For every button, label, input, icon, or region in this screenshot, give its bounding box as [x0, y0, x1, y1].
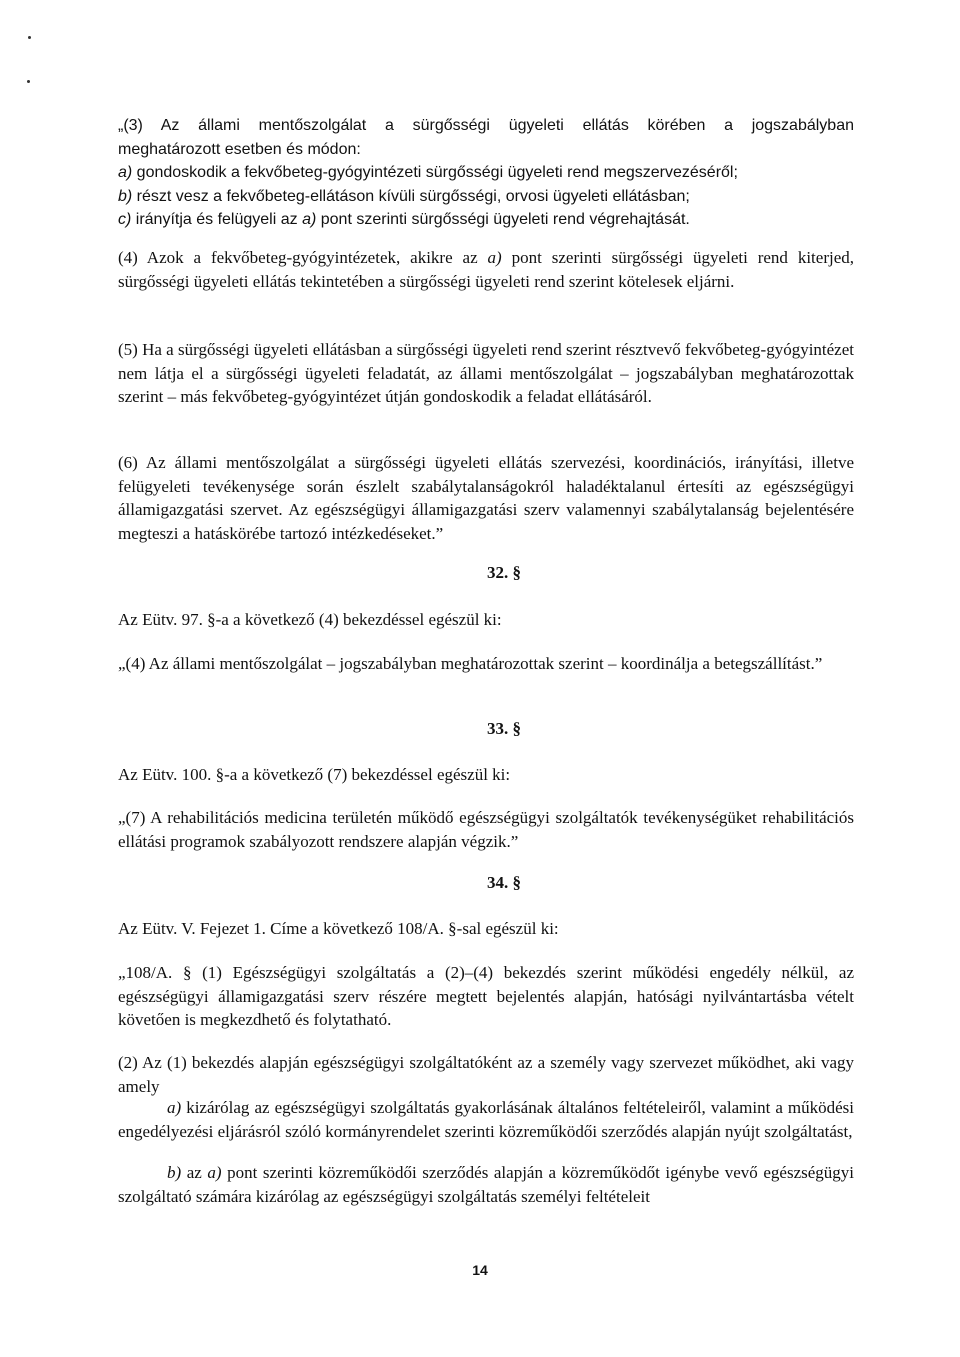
scan-mark — [28, 36, 31, 39]
section-34-intro — [118, 917, 854, 941]
item-text: pont szerinti közreműködői szerződés alapján a közreműködőt igénybe vevő egészségügyi szolgáltató számára kizárólag az egészségügyi szolgáltatás személyi feltételeit — [118, 1163, 855, 1206]
paragraph-5 — [118, 338, 854, 409]
intro-text: Az Eütv. 97. §-a a következő (4) bekezdéssel egészül ki: — [118, 610, 502, 629]
section-number: 33. § — [487, 719, 521, 738]
amendment-text: „108/A. § (1) Egészségügyi szolgáltatás a (2)–(4) bekezdés szerint működési engedély nélkül, az egészségügyi államigazgatási szerv részére megtett bejelentés alapján, hatósági nyilvántartásba vételt követően is megkezdhető és folytatható. — [118, 963, 854, 1029]
paragraph-3 — [118, 114, 854, 232]
p3-item-a — [118, 161, 854, 185]
item-text: gondoskodik a fekvőbeteg-gyógyintézeti sürgősségi ügyeleti rend megszervezéséről; — [132, 164, 738, 181]
section-33-intro — [118, 763, 854, 787]
section-32-intro — [118, 608, 854, 632]
p3-item-b — [118, 185, 854, 209]
p6-text: (6) Az állami mentőszolgálat a sürgősségi ügyeleti ellátás szervezési, koordinációs, irányítási, illetve felügyeleti tevékenysége során észlelt szabálytalanságokról haladéktalanul értesíti az egészségügyi államigazgatási szervet. Az egészségügyi államigazgatási szerv valamennyi szabálytalanság bejelentésére megteszi a hatáskörébe tartozó intézkedéseket.” — [118, 453, 854, 543]
item-marker: a) — [167, 1098, 182, 1117]
section-heading-34 — [0, 873, 960, 893]
p3-line-1: „(3) Az állami mentőszolgálat a sürgősségi ügyeleti ellátás körében a jogszabályban — [118, 117, 854, 134]
section-33-text — [118, 806, 854, 853]
item-text: az — [181, 1163, 208, 1182]
section-34-item-b — [118, 1161, 854, 1208]
item-text: kizárólag az egészségügyi szolgáltatás gyakorlásának általános feltételeiről, valamint a működési engedélyezési eljárásról szóló kormányrendelet szerinti közreműködői szerződés alapján nyújt szolgáltatást, — [118, 1098, 854, 1141]
section-heading-32 — [0, 563, 960, 583]
section-34-p2 — [118, 1051, 854, 1098]
item-text: irányítja és felügyeli az — [131, 211, 303, 228]
amendment-text: „(4) Az állami mentőszolgálat – jogszabályban meghatározottak szerint – koordinálja a betegszállítást.” — [118, 654, 823, 673]
section-number: 34. § — [487, 873, 521, 892]
paragraph-4 — [118, 246, 854, 293]
item-marker: c) — [118, 211, 132, 228]
item-text: részt vesz a fekvőbeteg-ellátáson kívüli sürgősségi, orvosi ügyeleti ellátásban; — [132, 187, 690, 205]
item-marker: a) — [487, 248, 502, 267]
page-number: 14 — [472, 1262, 488, 1278]
scan-mark — [27, 80, 30, 83]
section-34-item-a — [118, 1096, 854, 1143]
item-marker: b) — [167, 1163, 182, 1182]
amendment-text: „(7) A rehabilitációs medicina területén működő egészségügyi szolgáltatók tevékenységüket rehabilitációs ellátási programok szabályozott rendszere alapján végzik.” — [118, 808, 854, 851]
section-heading-33 — [0, 719, 960, 739]
intro-text: Az Eütv. V. Fejezet 1. Címe a következő 108/A. §-sal egészül ki: — [118, 919, 559, 938]
p3-line-2: meghatározott esetben és módon: — [118, 140, 361, 158]
item-marker: a) — [207, 1163, 222, 1182]
section-34-text — [118, 961, 854, 1032]
p4-text: pont szerinti sürgősségi ügyeleti rend kiterjed, sürgősségi ügyeleti ellátás tekintetében a sürgősségi ügyeleti rend szerint kötelesek eljárni. — [118, 248, 854, 291]
section-number: 32. § — [487, 563, 521, 582]
paragraph-6 — [118, 451, 854, 545]
p4-text: (4) Azok a fekvőbeteg-gyógyintézetek, akikre az — [118, 248, 488, 267]
item-marker: a) — [302, 211, 317, 228]
intro-text: Az Eütv. 100. §-a a következő (7) bekezdéssel egészül ki: — [118, 765, 511, 784]
section-32-text — [118, 652, 854, 676]
item-marker: b) — [118, 187, 133, 205]
item-text: pont szerinti sürgősségi ügyeleti rend végrehajtását. — [316, 211, 690, 228]
item-marker: a) — [118, 164, 133, 181]
p3-item-c — [118, 208, 854, 232]
p5-text: (5) Ha a sürgősségi ügyeleti ellátásban a sürgősségi ügyeleti rend szerint résztvevő fekvőbeteg-gyógyintézet nem látja el a sürgősségi ügyeleti feladatát, az állami mentőszolgálat – jogszabályban meghatározottak szerint – más fekvőbeteg-gyógyintézet útján gondoskodik a feladat ellátásáról. — [118, 340, 854, 406]
amendment-text: (2) Az (1) bekezdés alapján egészségügyi szolgáltatóként az a személy vagy szervezet működhet, aki vagy amely — [118, 1053, 854, 1096]
